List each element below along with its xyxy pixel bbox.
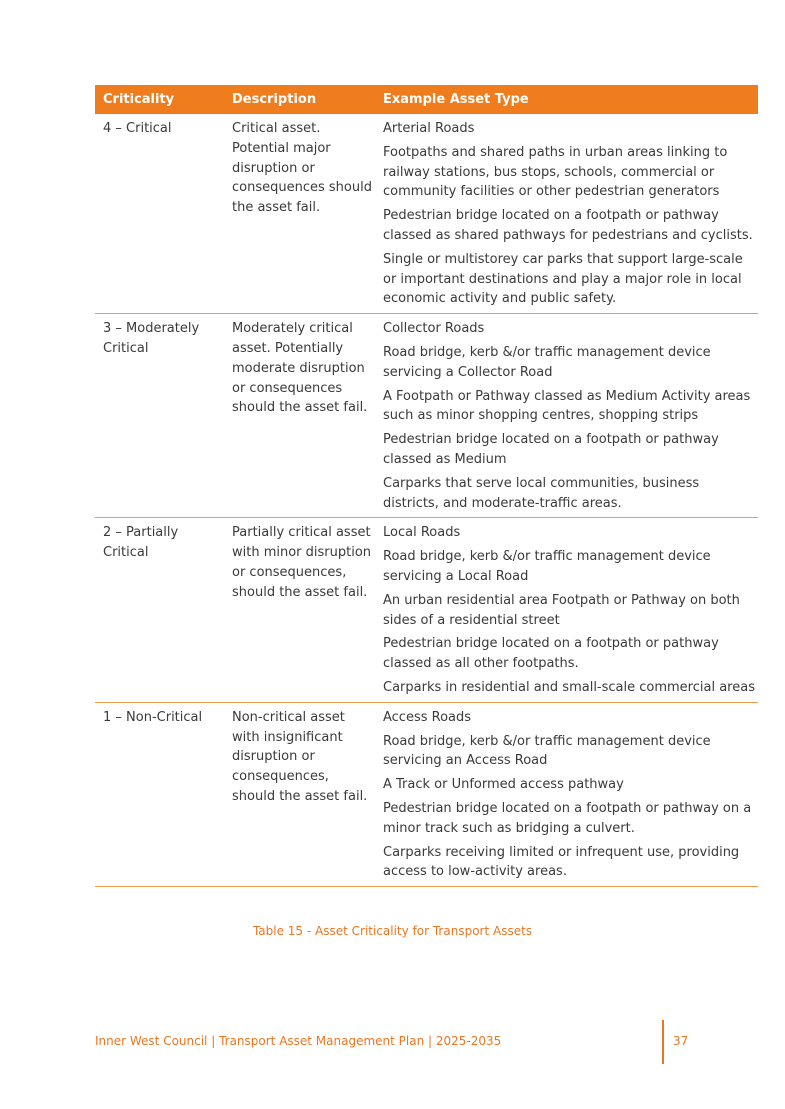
criticality-cell: 3 – Moderately Critical [103,321,200,356]
example-item: Road bridge, kerb &/or traffic management device servicing a Local Road [383,549,711,584]
example-item: Collector Roads [383,321,485,337]
table-header-row [95,85,758,114]
example-item: Carparks in residential and small-scale commercial areas [383,679,755,695]
examples-cell [375,523,758,697]
examples-cell [375,319,758,513]
example-item: Arterial Roads [383,121,475,136]
example-item: Pedestrian bridge located on a footpath or pathway classed as Medium [383,432,719,467]
example-item: Single or multistorey car parks that support large-scale or important destinations and play a major role in local economic activity and public safety. [383,251,743,307]
table-row [95,518,758,702]
example-item: A Footpath or Pathway classed as Medium Activity areas such as minor shopping centres, shopping strips [383,388,751,424]
table-row [95,314,758,518]
example-item: Local Roads [383,525,461,541]
description-cell: Moderately critical asset. Potentially moderate disruption or consequences should the asset fail. [232,321,368,416]
description-cell: Non-critical asset with insignificant disruption or consequences, should the asset fail. [232,709,368,804]
footer-text: Inner West Council | Transport Asset Management Plan | 2025-2035 [95,1034,502,1048]
example-item: Pedestrian bridge located on a footpath or pathway classed as shared pathways for pedestrians and cyclists. [383,208,753,243]
criticality-cell: 1 – Non-Critical [103,709,203,725]
example-item: An urban residential area Footpath or Pathway on both sides of a residential street [383,592,740,628]
example-item: Carparks that serve local communities, business districts, and moderate-traffic areas. [383,475,700,511]
example-item: Footpaths and shared paths in urban areas linking to railway stations, bus stops, schools, commercial or community facilities or other pedestrian generators [383,144,728,200]
examples-cell [375,708,758,882]
criticality-cell: 2 – Partially Critical [103,525,179,561]
example-item: Road bridge, kerb &/or traffic management device servicing an Access Road [383,733,711,769]
table-row [95,114,758,314]
page-number: 37 [673,1034,689,1048]
example-item: Carparks receiving limited or infrequent use, providing access to low-activity areas. [383,844,740,880]
asset-criticality-table [95,85,758,887]
description-cell: Partially critical asset with minor disruption or consequences, should the asset fail. [232,525,372,600]
table-caption: Table 15 - Asset Criticality for Transport Assets [252,924,533,938]
criticality-cell: 4 – Critical [103,121,172,136]
header-criticality: Criticality [103,92,175,107]
description-cell: Critical asset. Potential major disruption or consequences should the asset fail. [232,121,372,216]
footer-divider [662,1020,664,1064]
example-item: Access Roads [383,709,472,725]
table-row [95,703,758,887]
examples-cell [375,119,758,309]
example-item: Pedestrian bridge located on a footpath or pathway classed as all other footpaths. [383,636,719,672]
example-item: A Track or Unformed access pathway [383,777,624,793]
example-item: Pedestrian bridge located on a footpath or pathway on a minor track such as bridging a culvert. [383,800,752,836]
header-description: Description [232,92,317,107]
header-example-asset-type: Example Asset Type [383,92,529,107]
example-item: Road bridge, kerb &/or traffic management device servicing a Collector Road [383,344,711,380]
